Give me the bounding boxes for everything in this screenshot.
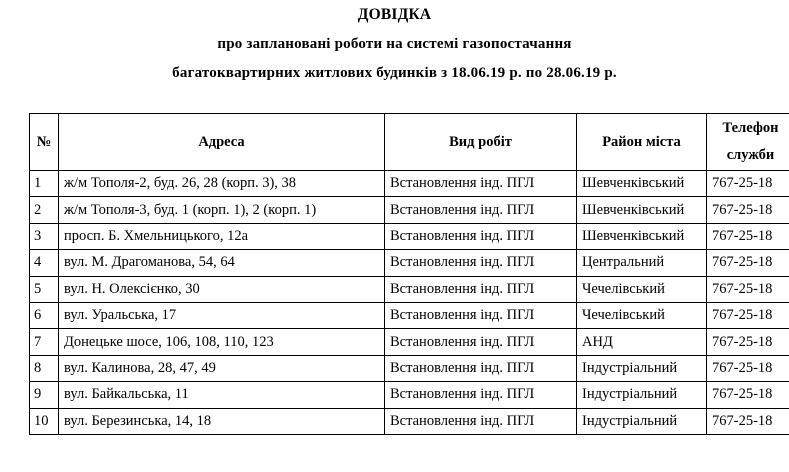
cell-number: 9: [30, 382, 59, 408]
cell-work-type: Встановлення інд. ПГЛ: [385, 355, 577, 381]
works-table: [29, 113, 789, 435]
table-row: [30, 276, 789, 302]
cell-work-type: Встановлення інд. ПГЛ: [385, 197, 577, 223]
cell-number: 7: [30, 329, 59, 355]
cell-address: вул. Н. Олексієнко, 30: [59, 276, 385, 302]
cell-district: Шевченківський: [577, 223, 707, 249]
header-work-type: Вид робіт: [385, 114, 577, 171]
cell-address: вул. Березинська, 14, 18: [59, 408, 385, 434]
document-title: ДОВІДКА: [357, 6, 432, 23]
cell-address: Донецьке шосе, 106, 108, 110, 123: [59, 329, 385, 355]
cell-phone: 767-25-18: [707, 355, 789, 381]
header-phone: [707, 114, 789, 171]
cell-district: Чечелівський: [577, 302, 707, 328]
cell-phone: 767-25-18: [707, 329, 789, 355]
cell-number: 5: [30, 276, 59, 302]
cell-work-type: Встановлення інд. ПГЛ: [385, 223, 577, 249]
header-number: №: [30, 114, 59, 171]
table-header-row: [30, 114, 789, 171]
document-subtitle-line-2: багатоквартирних житлових будинків з 18.06.19 р. по 28.06.19 р.: [172, 65, 617, 81]
cell-work-type: Встановлення інд. ПГЛ: [385, 408, 577, 434]
table-row: [30, 250, 789, 276]
cell-address: вул. Калинова, 28, 47, 49: [59, 355, 385, 381]
cell-work-type: Встановлення інд. ПГЛ: [385, 302, 577, 328]
cell-district: Шевченківський: [577, 197, 707, 223]
table-row: [30, 197, 789, 223]
cell-address: ж/м Тополя-2, буд. 26, 28 (корп. 3), 38: [59, 171, 385, 197]
header-district: Район міста: [577, 114, 707, 171]
cell-number: 8: [30, 355, 59, 381]
cell-address: вул. Уральська, 17: [59, 302, 385, 328]
cell-number: 10: [30, 408, 59, 434]
table-row: [30, 223, 789, 249]
cell-work-type: Встановлення інд. ПГЛ: [385, 276, 577, 302]
header-address: Адреса: [59, 114, 385, 171]
cell-number: 2: [30, 197, 59, 223]
cell-phone: 767-25-18: [707, 382, 789, 408]
cell-phone: 767-25-18: [707, 197, 789, 223]
cell-address: вул. Байкальська, 11: [59, 382, 385, 408]
cell-district: Індустріальний: [577, 408, 707, 434]
cell-phone: 767-25-18: [707, 223, 789, 249]
table-row: [30, 355, 789, 381]
table-row: [30, 329, 789, 355]
document-subtitle-line-1: про заплановані роботи на системі газопостачання: [217, 36, 572, 52]
table-row: [30, 408, 789, 434]
cell-district: АНД: [577, 329, 707, 355]
cell-number: 3: [30, 223, 59, 249]
cell-district: Центральний: [577, 250, 707, 276]
cell-work-type: Встановлення інд. ПГЛ: [385, 329, 577, 355]
cell-address: вул. М. Драгоманова, 54, 64: [59, 250, 385, 276]
cell-district: Чечелівський: [577, 276, 707, 302]
cell-district: Шевченківський: [577, 171, 707, 197]
cell-phone: 767-25-18: [707, 250, 789, 276]
table-row: [30, 382, 789, 408]
cell-phone: 767-25-18: [707, 408, 789, 434]
cell-address: ж/м Тополя-3, буд. 1 (корп. 1), 2 (корп. 1): [59, 197, 385, 223]
cell-work-type: Встановлення інд. ПГЛ: [385, 382, 577, 408]
header-phone-line-1: Телефон: [722, 120, 779, 136]
cell-phone: 767-25-18: [707, 171, 789, 197]
cell-number: 4: [30, 250, 59, 276]
cell-number: 6: [30, 302, 59, 328]
cell-phone: 767-25-18: [707, 302, 789, 328]
cell-work-type: Встановлення інд. ПГЛ: [385, 171, 577, 197]
cell-district: Індустріальний: [577, 382, 707, 408]
cell-phone: 767-25-18: [707, 276, 789, 302]
cell-district: Індустріальний: [577, 355, 707, 381]
cell-work-type: Встановлення інд. ПГЛ: [385, 250, 577, 276]
header-phone-line-2: служби: [726, 147, 775, 163]
cell-number: 1: [30, 171, 59, 197]
table-row: [30, 171, 789, 197]
table-row: [30, 302, 789, 328]
cell-address: просп. Б. Хмельницького, 12а: [59, 223, 385, 249]
